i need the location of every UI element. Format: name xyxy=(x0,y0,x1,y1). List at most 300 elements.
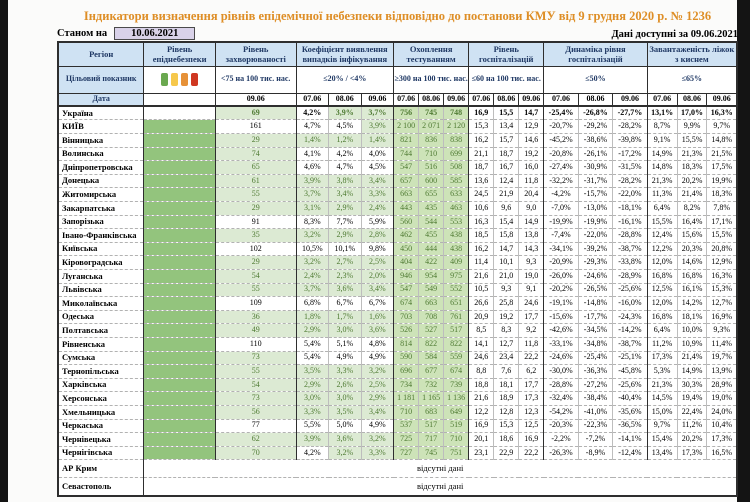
value-cell: 9,3 xyxy=(519,256,544,270)
value-cell: 3,7% xyxy=(361,106,394,120)
value-cell: 12,5% xyxy=(647,283,677,297)
value-cell: 727 xyxy=(394,446,419,460)
value-cell: 30,3% xyxy=(677,378,707,392)
value-cell: 19,0% xyxy=(707,392,737,406)
region-cell: Херсонська xyxy=(58,392,144,406)
value-cell: 14,1 xyxy=(469,337,494,351)
value-cell: -28,2% xyxy=(613,120,647,134)
value-cell: 14,9% xyxy=(647,147,677,161)
value-cell: 7,6 xyxy=(494,365,519,379)
value-cell: 24,5 xyxy=(469,188,494,202)
value-cell: 3,7% xyxy=(296,188,329,202)
value-cell: 15,0% xyxy=(647,405,677,419)
value-cell: 91 xyxy=(215,215,296,229)
value-cell: -2,2% xyxy=(544,433,578,447)
value-cell: 2,4% xyxy=(296,270,329,284)
value-cell: 14,7 xyxy=(519,106,544,120)
region-cell: Кіровоградська xyxy=(58,256,144,270)
value-cell: 600 xyxy=(419,174,444,188)
value-cell: 2,6% xyxy=(329,378,362,392)
value-cell: 20,2% xyxy=(677,433,707,447)
value-cell: -15,6% xyxy=(544,310,578,324)
value-cell: -39,8% xyxy=(613,134,647,148)
date-header-4-2: 09.06 xyxy=(613,93,647,106)
value-cell: 748 xyxy=(444,106,469,120)
value-cell: 55 xyxy=(215,283,296,297)
value-cell: 8,2% xyxy=(677,202,707,216)
value-cell: 1,8% xyxy=(296,310,329,324)
value-cell: 20,3% xyxy=(677,242,707,256)
value-cell: 3,2% xyxy=(296,229,329,243)
group-target-1: ≤20% / <4% xyxy=(296,66,394,93)
epidemic-level-cell xyxy=(144,419,216,433)
value-cell: 16,9 xyxy=(519,433,544,447)
photo-edge-left xyxy=(0,0,8,502)
value-cell: 527 xyxy=(419,324,444,338)
value-cell: 3,9% xyxy=(361,120,394,134)
value-cell: 2,4% xyxy=(361,202,394,216)
value-cell: -31,5% xyxy=(613,161,647,175)
value-cell: 16,7 xyxy=(494,161,519,175)
value-cell: 161 xyxy=(215,120,296,134)
value-cell: 3,9% xyxy=(296,433,329,447)
value-cell: -7,2% xyxy=(578,433,612,447)
value-cell: 54 xyxy=(215,270,296,284)
value-cell: 717 xyxy=(419,433,444,447)
value-cell: 732 xyxy=(419,378,444,392)
value-cell: 20,1 xyxy=(469,433,494,447)
value-cell: -38,7% xyxy=(613,337,647,351)
value-cell: -41,0% xyxy=(578,405,612,419)
value-cell: 2,9% xyxy=(329,229,362,243)
value-cell: 54 xyxy=(215,378,296,392)
value-cell: 12,5 xyxy=(519,419,544,433)
value-cell: 14,2% xyxy=(677,297,707,311)
epidemic-level-cell xyxy=(144,337,216,351)
value-cell: 14,3 xyxy=(519,242,544,256)
value-cell: 696 xyxy=(394,365,419,379)
data-available-label: Дані доступні за 09.06.2021 xyxy=(611,29,738,41)
value-cell: 12,0% xyxy=(647,297,677,311)
value-cell: -27,2% xyxy=(578,378,612,392)
value-cell: 11,2% xyxy=(677,419,707,433)
value-cell: 2,7% xyxy=(329,256,362,270)
value-cell: 74 xyxy=(215,147,296,161)
value-cell: 16,8% xyxy=(647,270,677,284)
value-cell: 21,3% xyxy=(677,147,707,161)
date-header-1-0: 07.06 xyxy=(296,93,329,106)
value-cell: -24,3% xyxy=(613,310,647,324)
region-cell: Полтавська xyxy=(58,324,144,338)
region-cell: Львівська xyxy=(58,283,144,297)
value-cell: 683 xyxy=(419,405,444,419)
value-cell: 4,9% xyxy=(361,419,394,433)
value-cell: 2,5% xyxy=(361,256,394,270)
epidemic-level-cell xyxy=(144,202,216,216)
value-cell: 15,3% xyxy=(707,283,737,297)
value-cell: 710 xyxy=(419,147,444,161)
value-cell: -26,5% xyxy=(578,283,612,297)
value-cell: 710 xyxy=(444,433,469,447)
epidemic-level-cell xyxy=(144,324,216,338)
value-cell: 5,3% xyxy=(647,365,677,379)
value-cell: 13,8 xyxy=(519,229,544,243)
region-cell: КИЇВ xyxy=(58,120,144,134)
value-cell: 517 xyxy=(444,324,469,338)
value-cell: 4,1% xyxy=(296,147,329,161)
region-cell: Івано-Франківська xyxy=(58,229,144,243)
value-cell: 21,4% xyxy=(677,188,707,202)
region-cell: Рівненська xyxy=(58,337,144,351)
value-cell: 19,7% xyxy=(707,351,737,365)
value-cell: 6,2 xyxy=(519,365,544,379)
value-cell: 10,4% xyxy=(707,419,737,433)
value-cell: -27,4% xyxy=(544,161,578,175)
value-cell: 16,9% xyxy=(707,310,737,324)
group-target-3: ≤60 на 100 тис. нас. xyxy=(469,66,544,93)
value-cell: 110 xyxy=(215,337,296,351)
value-cell: 4,2% xyxy=(329,147,362,161)
value-cell: 5,1% xyxy=(329,337,362,351)
value-cell: -15,7% xyxy=(578,188,612,202)
value-cell: -22,0% xyxy=(613,188,647,202)
value-cell: 7,7% xyxy=(329,215,362,229)
value-cell: 21,6 xyxy=(469,270,494,284)
value-cell: 16,3% xyxy=(707,270,737,284)
value-cell: 9,6 xyxy=(494,202,519,216)
epidemic-level-cell xyxy=(144,134,216,148)
value-cell: 756 xyxy=(394,106,419,120)
value-cell: 16,1% xyxy=(677,283,707,297)
value-cell: 663 xyxy=(419,297,444,311)
value-cell: 655 xyxy=(419,188,444,202)
value-cell: 14,6 xyxy=(519,134,544,148)
value-cell: 703 xyxy=(394,310,419,324)
value-cell: -32,4% xyxy=(544,392,578,406)
epidemic-level-cell xyxy=(144,310,216,324)
value-cell: 1 136 xyxy=(444,392,469,406)
value-cell: -14,2% xyxy=(613,324,647,338)
value-cell: 3,9% xyxy=(329,106,362,120)
value-cell: -25,6% xyxy=(613,283,647,297)
value-cell: 13,9% xyxy=(707,365,737,379)
report-content xyxy=(57,9,738,497)
value-cell: 12,9% xyxy=(707,256,737,270)
value-cell: 7,8% xyxy=(707,202,737,216)
value-cell: 11,4% xyxy=(707,337,737,351)
value-cell: 23,1 xyxy=(469,446,494,460)
value-cell: 5,5% xyxy=(296,419,329,433)
value-cell: 463 xyxy=(444,202,469,216)
value-cell: -25,6% xyxy=(613,378,647,392)
value-cell: 6,7% xyxy=(361,297,394,311)
value-cell: 5,4% xyxy=(296,337,329,351)
value-cell: -18,1% xyxy=(613,202,647,216)
value-cell: -25,4% xyxy=(578,351,612,365)
value-cell: 739 xyxy=(444,378,469,392)
empty-header-cell xyxy=(144,93,216,106)
value-cell: 560 xyxy=(394,215,419,229)
value-cell: 12,8 xyxy=(494,405,519,419)
value-cell: 61 xyxy=(215,174,296,188)
value-cell: 17,1% xyxy=(707,215,737,229)
value-cell: 6,4% xyxy=(647,202,677,216)
value-cell: 12,7 xyxy=(494,337,519,351)
value-cell: 14,8% xyxy=(647,161,677,175)
value-cell: 10,5% xyxy=(296,242,329,256)
value-cell: -35,6% xyxy=(613,405,647,419)
no-data-cell: відсутні дані xyxy=(144,460,737,478)
value-cell: 3,3% xyxy=(329,365,362,379)
value-cell: 677 xyxy=(419,365,444,379)
value-cell: 438 xyxy=(444,229,469,243)
value-cell: 73 xyxy=(215,351,296,365)
value-cell: 21,3% xyxy=(647,174,677,188)
value-cell: 14,6% xyxy=(677,256,707,270)
value-cell: -29,3% xyxy=(578,256,612,270)
date-header-3-2: 09.06 xyxy=(519,93,544,106)
value-cell: 3,1% xyxy=(296,202,329,216)
value-cell: 584 xyxy=(419,351,444,365)
value-cell: -32,2% xyxy=(544,174,578,188)
value-cell: -20,9% xyxy=(544,256,578,270)
region-cell: Луганська xyxy=(58,270,144,284)
value-cell: 12,2% xyxy=(647,242,677,256)
value-cell: 544 xyxy=(419,215,444,229)
value-cell: 3,3% xyxy=(361,188,394,202)
value-cell: 11,8 xyxy=(519,174,544,188)
value-cell: 21,6 xyxy=(469,392,494,406)
value-cell: -26,1% xyxy=(578,147,612,161)
value-cell: 13,4% xyxy=(647,446,677,460)
value-cell: 734 xyxy=(394,378,419,392)
value-cell: 20,2% xyxy=(677,174,707,188)
value-cell: 9,9% xyxy=(677,120,707,134)
indicator-table xyxy=(57,41,738,496)
value-cell: 822 xyxy=(419,337,444,351)
region-cell: Волинська xyxy=(58,147,144,161)
value-cell: 585 xyxy=(444,174,469,188)
value-cell: 16,3% xyxy=(707,106,737,120)
value-cell: -28,8% xyxy=(544,378,578,392)
value-cell: 3,3% xyxy=(361,446,394,460)
value-cell: -45,8% xyxy=(613,365,647,379)
value-cell: 22,2 xyxy=(519,446,544,460)
value-cell: -19,9% xyxy=(578,215,612,229)
epidemic-level-cell xyxy=(144,120,216,134)
epidemic-level-cell xyxy=(144,188,216,202)
date-header-2-0: 07.06 xyxy=(394,93,419,106)
as-of-label: Станом на xyxy=(57,28,108,40)
value-cell: 10,9% xyxy=(677,337,707,351)
value-cell: -26,0% xyxy=(544,270,578,284)
epidemic-level-cell xyxy=(144,161,216,175)
value-cell: 2,9% xyxy=(296,378,329,392)
value-cell: -28,2% xyxy=(613,174,647,188)
value-cell: 761 xyxy=(444,310,469,324)
value-cell: -20,7% xyxy=(544,120,578,134)
value-cell: 16,3 xyxy=(469,215,494,229)
value-cell: 11,3% xyxy=(647,188,677,202)
value-cell: 3,6% xyxy=(329,433,362,447)
value-cell: 3,4% xyxy=(361,174,394,188)
group-header-2: Охоплення тестуванням xyxy=(394,42,469,66)
value-cell: 549 xyxy=(419,283,444,297)
value-cell: 56 xyxy=(215,405,296,419)
value-cell: 12,4 xyxy=(494,174,519,188)
value-cell: 438 xyxy=(444,242,469,256)
value-cell: 699 xyxy=(444,147,469,161)
value-cell: 10,6 xyxy=(469,202,494,216)
value-cell: 2 120 xyxy=(444,120,469,134)
value-cell: 674 xyxy=(444,365,469,379)
value-cell: -31,7% xyxy=(578,174,612,188)
value-cell: 35 xyxy=(215,229,296,243)
value-cell: -20,3% xyxy=(544,419,578,433)
value-cell: -28,9% xyxy=(613,270,647,284)
value-cell: -45,2% xyxy=(544,134,578,148)
value-cell: 1 181 xyxy=(394,392,419,406)
value-cell: 422 xyxy=(419,256,444,270)
date-header-4-0: 07.06 xyxy=(544,93,578,106)
value-cell: 4,2% xyxy=(296,106,329,120)
value-cell: 24,6 xyxy=(519,297,544,311)
value-cell: 3,4% xyxy=(361,283,394,297)
epidemic-level-cell xyxy=(144,446,216,460)
group-header-1: Коефіцієнт виявлення випадків інфікування xyxy=(296,42,394,66)
value-cell: -33,8% xyxy=(613,256,647,270)
value-cell: 2,9% xyxy=(361,392,394,406)
region-cell: Харківська xyxy=(58,378,144,392)
region-cell: Дніпропетровська xyxy=(58,161,144,175)
value-cell: -38,4% xyxy=(578,392,612,406)
value-cell: -30,9% xyxy=(578,161,612,175)
value-cell: -14,8% xyxy=(578,297,612,311)
value-cell: 26,6 xyxy=(469,297,494,311)
value-cell: 29 xyxy=(215,202,296,216)
region-cell: Черкаська xyxy=(58,419,144,433)
value-cell: 12,9 xyxy=(519,120,544,134)
date-header-1-2: 09.06 xyxy=(361,93,394,106)
epidemic-level-cell xyxy=(144,106,216,120)
value-cell: -20,2% xyxy=(544,283,578,297)
value-cell: 15,4% xyxy=(647,433,677,447)
value-cell: 29 xyxy=(215,134,296,148)
photo-edge-right xyxy=(737,0,750,502)
date-header-1-1: 08.06 xyxy=(329,93,362,106)
value-cell: 16,5% xyxy=(707,446,737,460)
value-cell: 3,6% xyxy=(361,324,394,338)
value-cell: 18,7 xyxy=(494,147,519,161)
value-cell: 404 xyxy=(394,256,419,270)
epidemic-level-cell xyxy=(144,433,216,447)
date-header-3-0: 07.06 xyxy=(469,93,494,106)
value-cell: 18,8 xyxy=(469,378,494,392)
value-cell: 3,5% xyxy=(296,365,329,379)
value-cell: 20,9 xyxy=(469,310,494,324)
value-cell: 954 xyxy=(419,270,444,284)
value-cell: 836 xyxy=(419,134,444,148)
value-cell: 102 xyxy=(215,242,296,256)
value-cell: 15,5 xyxy=(494,106,519,120)
value-cell: 2 071 xyxy=(419,120,444,134)
value-cell: 17,7 xyxy=(519,310,544,324)
value-cell: -34,5% xyxy=(578,324,612,338)
value-cell: 109 xyxy=(215,297,296,311)
value-cell: 444 xyxy=(419,242,444,256)
value-cell: 16,4% xyxy=(677,215,707,229)
region-column-header: Регіон xyxy=(58,42,144,66)
value-cell: 21,0 xyxy=(494,270,519,284)
value-cell: -38,7% xyxy=(613,242,647,256)
value-cell: 4,0% xyxy=(361,147,394,161)
value-cell: 10,1% xyxy=(329,242,362,256)
value-cell: 6,8% xyxy=(296,297,329,311)
value-cell: 590 xyxy=(394,351,419,365)
value-cell: -12,4% xyxy=(613,446,647,460)
value-cell: 838 xyxy=(444,134,469,148)
risk-level-color-scale-icon xyxy=(144,66,216,93)
value-cell: 6,7% xyxy=(329,297,362,311)
value-cell: 462 xyxy=(394,229,419,243)
value-cell: 16,8% xyxy=(677,270,707,284)
value-cell: -33,1% xyxy=(544,337,578,351)
value-cell: 821 xyxy=(394,134,419,148)
value-cell: -17,2% xyxy=(613,147,647,161)
value-cell: 49 xyxy=(215,324,296,338)
date-header-0-0: 09.06 xyxy=(215,93,296,106)
value-cell: 450 xyxy=(394,242,419,256)
value-cell: -26,3% xyxy=(544,446,578,460)
value-cell: -22,0% xyxy=(578,229,612,243)
value-cell: 21,1 xyxy=(469,147,494,161)
value-cell: 1,2% xyxy=(329,134,362,148)
value-cell: 29 xyxy=(215,256,296,270)
value-cell: 517 xyxy=(419,419,444,433)
value-cell: 745 xyxy=(419,446,444,460)
value-cell: 633 xyxy=(444,188,469,202)
value-cell: 5,4% xyxy=(296,351,329,365)
value-cell: 1,4% xyxy=(296,134,329,148)
value-cell: 23,4 xyxy=(494,351,519,365)
value-cell: 18,1 xyxy=(494,378,519,392)
value-cell: 24,0% xyxy=(707,405,737,419)
value-cell: 8,8 xyxy=(469,365,494,379)
epidemic-level-cell xyxy=(144,174,216,188)
value-cell: -20,8% xyxy=(544,147,578,161)
value-cell: -26,8% xyxy=(578,106,612,120)
value-cell: 4,5% xyxy=(329,120,362,134)
value-cell: 69 xyxy=(215,106,296,120)
value-cell: -24,6% xyxy=(544,351,578,365)
date-header-2-1: 08.06 xyxy=(419,93,444,106)
value-cell: 15,3 xyxy=(469,120,494,134)
value-cell: 708 xyxy=(419,310,444,324)
value-cell: 814 xyxy=(394,337,419,351)
region-cell: Одеська xyxy=(58,310,144,324)
value-cell: 443 xyxy=(394,202,419,216)
value-cell: 3,2% xyxy=(296,256,329,270)
value-cell: -24,6% xyxy=(578,270,612,284)
value-cell: 651 xyxy=(444,297,469,311)
as-of-block xyxy=(57,27,195,40)
value-cell: 16,2 xyxy=(469,134,494,148)
value-cell: 9,1% xyxy=(647,134,677,148)
value-cell: 14,9 xyxy=(519,215,544,229)
group-target-5: ≤65% xyxy=(647,66,737,93)
indicator-table-header xyxy=(58,42,737,106)
value-cell: 3,2% xyxy=(361,365,394,379)
